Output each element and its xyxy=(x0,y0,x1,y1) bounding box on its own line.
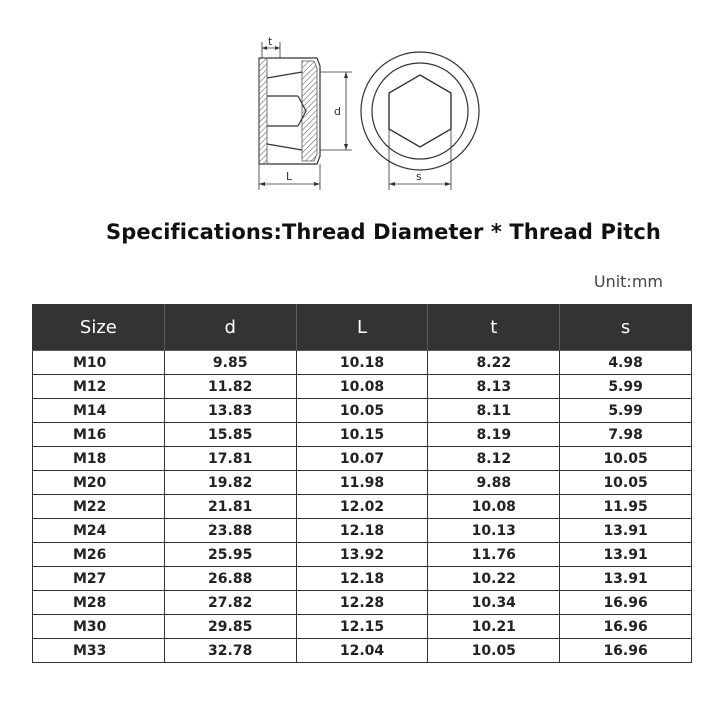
table-row xyxy=(33,447,692,471)
cell-t: 10.08 xyxy=(428,495,560,519)
cell-t: 8.12 xyxy=(428,447,560,471)
cell-t: 10.34 xyxy=(428,591,560,615)
cell-s: 13.91 xyxy=(560,519,692,543)
table-row xyxy=(33,519,692,543)
cell-size: M12 xyxy=(33,375,165,399)
header-L: L xyxy=(296,304,428,351)
cell-size: M30 xyxy=(33,615,165,639)
table-row xyxy=(33,615,692,639)
cell-d: 19.82 xyxy=(164,471,296,495)
unit-label: Unit:mm xyxy=(593,272,663,291)
cell-s: 4.98 xyxy=(560,351,692,375)
cell-size: M22 xyxy=(33,495,165,519)
table-row xyxy=(33,639,692,663)
cell-L: 10.18 xyxy=(296,351,428,375)
cell-size: M18 xyxy=(33,447,165,471)
cell-size: M16 xyxy=(33,423,165,447)
header-d: d xyxy=(164,304,296,351)
page-title-text: Specifications:Thread Diameter * Thread Pitch xyxy=(106,220,661,244)
cell-d: 27.82 xyxy=(164,591,296,615)
cell-s: 5.99 xyxy=(560,375,692,399)
cell-t: 11.76 xyxy=(428,543,560,567)
cell-s: 7.98 xyxy=(560,423,692,447)
label-d: d xyxy=(334,105,341,118)
cell-d: 15.85 xyxy=(164,423,296,447)
cell-size: M26 xyxy=(33,543,165,567)
cell-t: 8.13 xyxy=(428,375,560,399)
cell-size: M24 xyxy=(33,519,165,543)
cell-L: 12.28 xyxy=(296,591,428,615)
cell-L: 10.07 xyxy=(296,447,428,471)
spec-table xyxy=(32,304,692,663)
cell-s: 10.05 xyxy=(560,447,692,471)
cell-t: 10.21 xyxy=(428,615,560,639)
cell-L: 10.08 xyxy=(296,375,428,399)
table-row xyxy=(33,375,692,399)
cell-s: 5.99 xyxy=(560,399,692,423)
header-t: t xyxy=(428,304,560,351)
cell-L: 10.05 xyxy=(296,399,428,423)
cell-size: M14 xyxy=(33,399,165,423)
cell-t: 10.13 xyxy=(428,519,560,543)
cell-s: 13.91 xyxy=(560,567,692,591)
cell-L: 12.18 xyxy=(296,567,428,591)
cell-t: 9.88 xyxy=(428,471,560,495)
page-title xyxy=(0,220,711,244)
table-row xyxy=(33,471,692,495)
technical-drawing xyxy=(240,28,500,203)
plug-drawing-svg xyxy=(240,28,500,203)
cell-d: 26.88 xyxy=(164,567,296,591)
cell-s: 16.96 xyxy=(560,615,692,639)
cell-size: M27 xyxy=(33,567,165,591)
cell-d: 9.85 xyxy=(164,351,296,375)
cell-s: 11.95 xyxy=(560,495,692,519)
cell-d: 23.88 xyxy=(164,519,296,543)
cell-L: 12.02 xyxy=(296,495,428,519)
cell-s: 13.91 xyxy=(560,543,692,567)
table-row xyxy=(33,351,692,375)
cell-d: 25.95 xyxy=(164,543,296,567)
cell-size: M28 xyxy=(33,591,165,615)
cell-t: 10.22 xyxy=(428,567,560,591)
cell-L: 13.92 xyxy=(296,543,428,567)
cell-t: 8.19 xyxy=(428,423,560,447)
cell-d: 32.78 xyxy=(164,639,296,663)
label-L: L xyxy=(286,170,293,183)
table-row xyxy=(33,423,692,447)
label-t: t xyxy=(268,35,273,48)
cell-d: 11.82 xyxy=(164,375,296,399)
table-row xyxy=(33,495,692,519)
table-row xyxy=(33,399,692,423)
cell-L: 12.15 xyxy=(296,615,428,639)
label-s: s xyxy=(416,170,422,183)
table-row xyxy=(33,567,692,591)
cell-L: 10.15 xyxy=(296,423,428,447)
cell-t: 8.11 xyxy=(428,399,560,423)
table-row xyxy=(33,591,692,615)
cell-s: 16.96 xyxy=(560,639,692,663)
table-row xyxy=(33,543,692,567)
header-size: Size xyxy=(33,304,165,351)
cell-d: 13.83 xyxy=(164,399,296,423)
cell-d: 29.85 xyxy=(164,615,296,639)
cell-t: 8.22 xyxy=(428,351,560,375)
header-row xyxy=(33,304,692,351)
cell-d: 17.81 xyxy=(164,447,296,471)
cell-L: 12.18 xyxy=(296,519,428,543)
header-s: s xyxy=(560,304,692,351)
cell-size: M10 xyxy=(33,351,165,375)
cell-d: 21.81 xyxy=(164,495,296,519)
cell-L: 12.04 xyxy=(296,639,428,663)
cell-s: 10.05 xyxy=(560,471,692,495)
cell-t: 10.05 xyxy=(428,639,560,663)
cell-L: 11.98 xyxy=(296,471,428,495)
cell-size: M20 xyxy=(33,471,165,495)
cell-size: M33 xyxy=(33,639,165,663)
cell-s: 16.96 xyxy=(560,591,692,615)
